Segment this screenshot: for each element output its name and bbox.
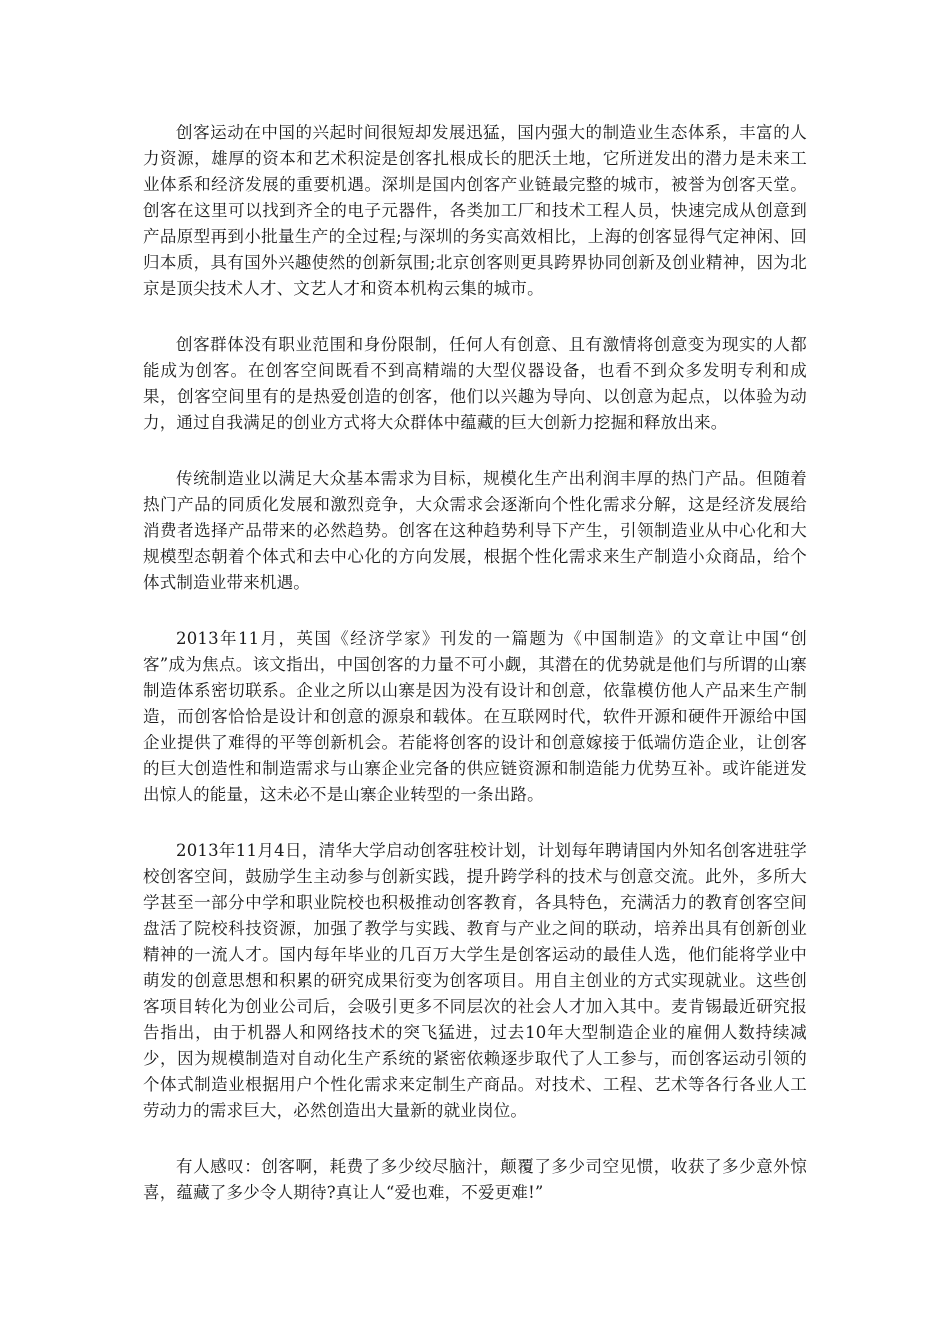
paragraph-2: 创客群体没有职业范围和身份限制，任何人有创意、且有激情将创意变为现实的人都能成为创客。在创客空间既看不到高精端的大型仪器设备，也看不到众多发明专利和成果，创客空间里有的是热爱创造的创客，他们以兴趣为导向、以创意为起点，以体验为动力，通过自我满足的创业方式将大众群体中蕴藏的巨大创新力挖掘和释放出来。 (143, 335, 807, 432)
paragraph-3: 传统制造业以满足大众基本需求为目标，规模化生产出利润丰厚的热门产品。但随着热门产品的同质化发展和激烈竞争，大众需求会逐渐向个性化需求分解，这是经济发展给消费者选择产品带来的必然趋势。创客在这种趋势利导下产生，引领制造业从中心化和大规模型态朝着个体式和去中心化的方向发展，根据个性化需求来生产制造小众商品，给个体式制造业带来机遇。 (143, 469, 807, 592)
document-body (143, 120, 807, 1236)
paragraph-4: 2013年11月，英国《经济学家》刊发的一篇题为《中国制造》的文章让中国“创客”成为焦点。该文指出，中国创客的力量不可小觑，其潜在的优势就是他们与所谓的山寨制造体系密切联系。企业之所以山寨是因为没有设计和创意，依靠模仿他人产品来生产制造，而创客恰恰是设计和创意的源泉和载体。在互联网时代，软件开源和硬件开源给中国企业提供了难得的平等创新机会。若能将创客的设计和创意嫁接于低端仿造企业，让创客的巨大创造性和制造需求与山寨企业完备的供应链资源和制造能力优势互补。或许能迸发出惊人的能量，这未必不是山寨企业转型的一条出路。 (143, 629, 807, 804)
paragraph-1: 创客运动在中国的兴起时间很短却发展迅猛，国内强大的制造业生态体系，丰富的人力资源，雄厚的资本和艺术积淀是创客扎根成长的肥沃土地，它所迸发出的潜力是未来工业体系和经济发展的重要机遇。深圳是国内创客产业链最完整的城市，被誉为创客天堂。创客在这里可以找到齐全的电子元器件，各类加工厂和技术工程人员，快速完成从创意到产品原型再到小批量生产的全过程;与深圳的务实高效相比，上海的创客显得气定神闲、回归本质，具有国外兴趣使然的创新氛围;北京创客则更具跨界协同创新及创业精神，因为北京是顶尖技术人才、文艺人才和资本机构云集的城市。 (143, 123, 807, 298)
paragraph-5: 2013年11月4日，清华大学启动创客驻校计划，计划每年聘请国内外知名创客进驻学校创客空间，鼓励学生主动参与创新实践，提升跨学科的技术与创意交流。此外，多所大学甚至一部分中学和职业院校也积极推动创客教育，各具特色，充满活力的教育创客空间盘活了院校科技资源，加强了教学与实践、教育与产业之间的联动，培养出具有创新创业精神的一流人才。国内每年毕业的几百万大学生是创客运动的最佳人选，他们能将学业中萌发的创意思想和积累的研究成果衍变为创客项目。用自主创业的方式实现就业。这些创客项目转化为创业公司后，会吸引更多不同层次的社会人才加入其中。麦肯锡最近研究报告指出，由于机器人和网络技术的突飞猛进，过去10年大型制造企业的雇佣人数持续减少，因为规模制造对自动化生产系统的紧密依赖逐步取代了人工参与，而创客运动引领的个体式制造业根据用户个性化需求来定制生产商品。对技术、工程、艺术等各行各业人工劳动力的需求巨大，必然创造出大量新的就业岗位。 (143, 841, 807, 1120)
paragraph-6: 有人感叹：创客啊，耗费了多少绞尽脑汁，颠覆了多少司空见惯，收获了多少意外惊喜，蕴藏了多少令人期待?真让人“爱也难，不爱更难!” (143, 1157, 807, 1202)
